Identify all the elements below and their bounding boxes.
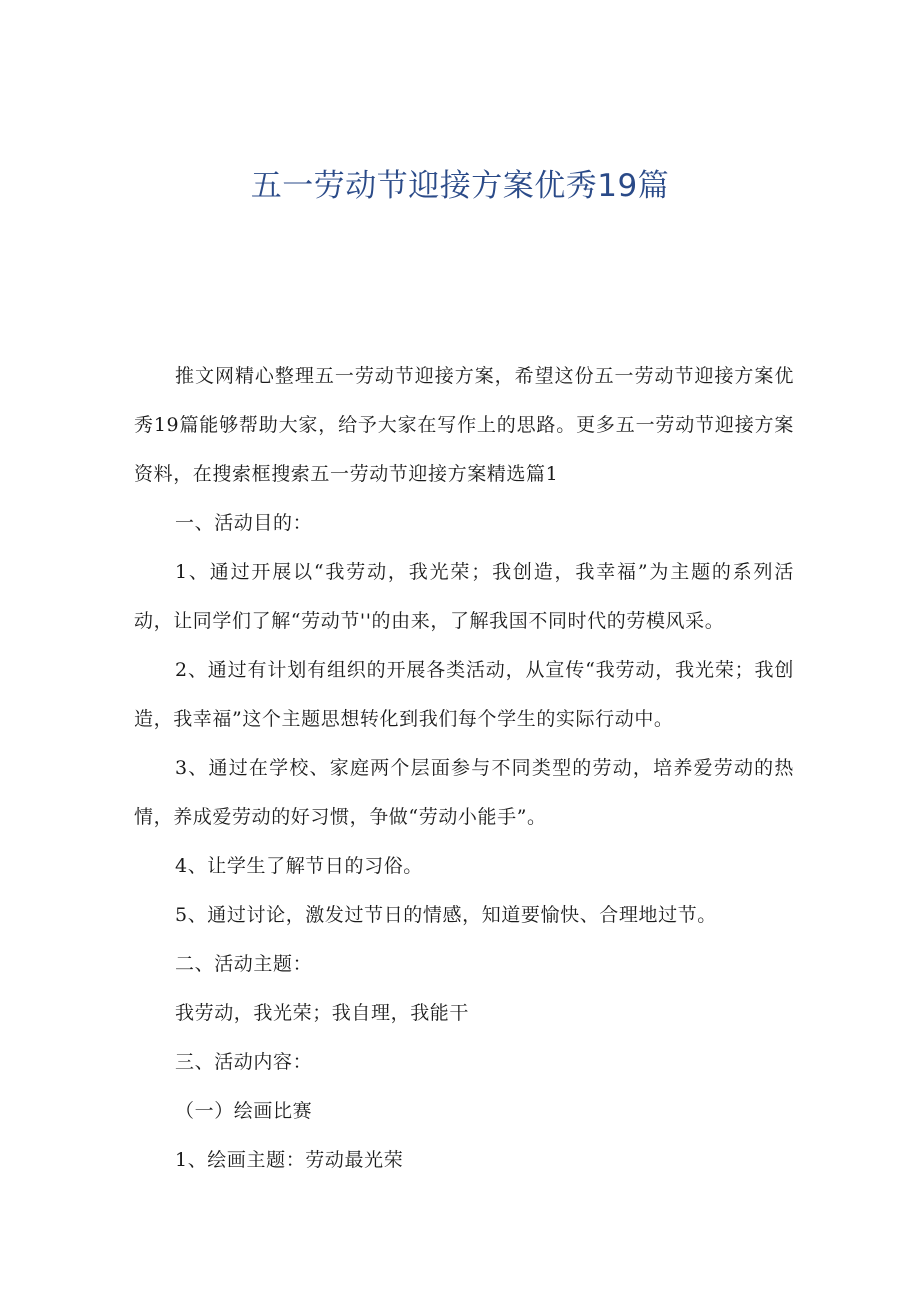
goal-item-1: 1、通过开展以“我劳动，我光荣；我创造，我幸福”为主题的系列活动，让同学们了解“劳动节''的由来，了解我国不同时代的劳模风采。 [134, 561, 794, 632]
drawing-item-1: 1、绘画主题：劳动最光荣 [175, 1149, 404, 1171]
goal-item-5: 5、通过讨论，激发过节日的情感，知道要愉快、合理地过节。 [175, 904, 717, 926]
subsection-heading-drawing: （一）绘画比赛 [175, 1100, 313, 1122]
document-title: 五一劳动节迎接方案优秀19篇 [250, 168, 670, 204]
goal-item-2: 2、通过有计划有组织的开展各类活动，从宣传“我劳动，我光荣；我创造，我幸福”这个主题思想转化到我们每个学生的实际行动中。 [134, 659, 794, 730]
theme-text: 我劳动，我光荣；我自理，我能干 [175, 1002, 470, 1024]
intro-paragraph: 推文网精心整理五一劳动节迎接方案，希望这份五一劳动节迎接方案优秀19篇能够帮助大家，给予大家在写作上的思路。更多五一劳动节迎接方案资料，在搜索框搜索五一劳动节迎接方案精选篇1 [134, 365, 794, 485]
section-heading-theme: 二、活动主题： [175, 953, 313, 975]
section-heading-content: 三、活动内容： [175, 1051, 313, 1073]
goal-item-3: 3、通过在学校、家庭两个层面参与不同类型的劳动，培养爱劳动的热情，养成爱劳动的好习惯，争做“劳动小能手”。 [134, 757, 794, 828]
goal-item-4: 4、让学生了解节日的习俗。 [175, 855, 423, 877]
section-heading-goals: 一、活动目的： [175, 512, 313, 534]
document-body [134, 352, 794, 1185]
